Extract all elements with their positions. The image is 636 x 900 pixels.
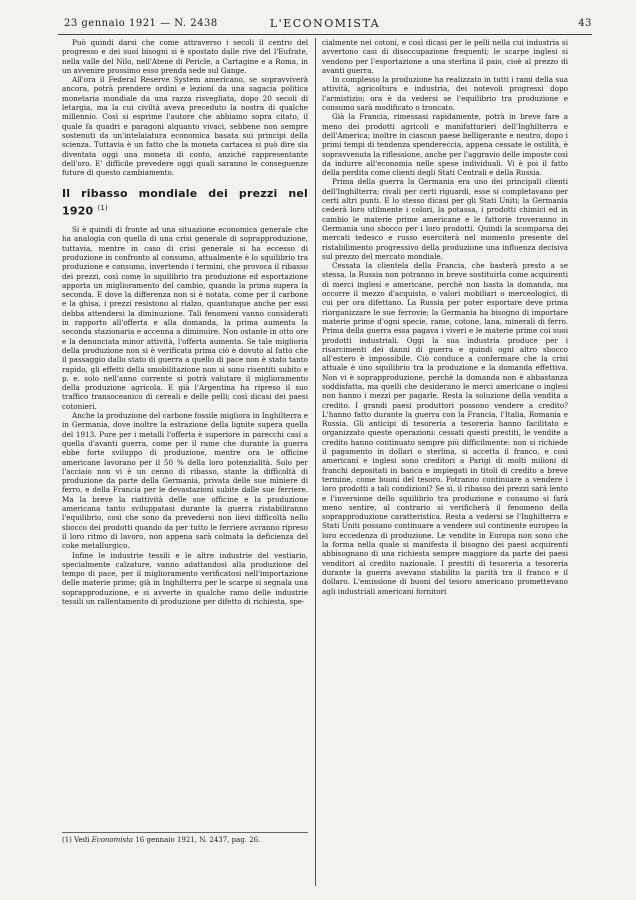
paragraph: Infine le industrie tessili e le altre industrie del vestiario, specialmente calzature, vanno adattandosi alla produzione del tempo di pace, per il miglioramento verificatosi nell'importazione delle materie prime; già in Inghilterra per le scarpe si segnala una soprapproduzione, e si avverte in qualche ramo delle industrie tessili un rallentamento di produzione per difetto di richiesta, spe- <box>62 550 308 606</box>
paragraph: Cessata la clientela della Francia, che basterà presto a se stessa, la Russia non potranno in breve sostituirla come acquirenti di merci inglesi e americane, perchè non basta la domanda, ma occorre il mezzo d'acquisto, o valori mobiliari o merceologici, di cui per ora difettano. La Russia per poter esportare deve prima riorganizzare le sue ferrovie; la Germania ha bisogno di importare materie prime d'ogni specie, rame, cotone, lana, minerali di ferro. Prima della guerra essa pagava i viveri e le materie prime coi suoi prodotti industriali. Oggi la sua industria produce per i risarcimenti dei danni di guerra e quindi ogni altro sbocco all'estero è impossibile. Ciò conduce a confermare che la crisi attuale è uno squilibrio tra la produzione e la domanda effettiva. Non vi è soprapproduzione, perchè la domanda non è abbastanza soddisfatta, ma quelli che desiderano le merci americane o inglesi non hanno i mezzi per pagarle. Resta la soluzione della vendita a credito. I grandi paesi produttori possono vendere a credito? L'hanno fatto durante la guerra con la Francia, l'Italia, Romania e Russia. Gli anticipi di tesoreria a tesoreria hanno facilitato e organizzato queste operazioni: cessati questi prestiti, le vendite a credito hanno continuato sempre più difficilmente: non si richiede il pagamento in dollari o sterlina, si accetta il franco, e così americani e inglesi sono creditori a Parigi di molti milioni di franchi depositati in banca e impiegati in titoli di credito a breve termine, come buoni del tesoro. Potranno continuare a vendere i loro prodotti a tali condizioni? Se sì, il ribasso dei prezzi sarà lento e l'inversione dello squilibrio tra produzione e consumo si farà meno sentire, al contrario si verificherà il fenomeno della soprapproduzione caratteristica. Resta a vedersi se l'Inghilterra e Stati Uniti possano continuare a vendere sul continente europeo la loro eccedenza di produzione. Le vendite in Europa non sono che la forma nella quale si manifesta il bisogno dei paesi acquirenti abbisognano di una richiesta sempre maggiore da parte dei paesi venditori al credito nazionale. I prestiti di tesoreria a tesoreria durante la guerra avevano stabilito la parità tra il franco e il dollaro. L'emissione di buoni del tesoro americano promettevano agli industriali americani fornitori <box>322 261 568 596</box>
running-header <box>58 14 592 35</box>
paragraph: cialmente nei cotoni, e così dicasi per le pelli nella cui industria si avvertono casi di disoccupazione frequenti; le scarpe inglesi si vendono per l'esportazione a una sterlina il paio, cioè al prezzo di avanti guerra. <box>322 38 568 75</box>
paragraph: Può quindi darsi che come attraverso i secoli il centro del progresso e dei suoi bisogni si è spostato dalle rive del l'Eufrate, nella valle del Nilo, nell'Atene di Pericle, a Cartagine e a Roma, in un avvenire prossimo esso prenda sede sul Gange. <box>62 38 308 75</box>
section-title <box>62 187 308 219</box>
footnote-marker: (1) <box>62 836 72 844</box>
footnote-source: Economista <box>91 836 134 844</box>
footnote <box>62 832 308 845</box>
paragraph: All'ora il Federal Reserve System americano, se sopravviverà ancora, potrà prendere ordini e lezioni da una sagacia politica monetaria mondiale da una razza risvegliata, dopo 20 secoli di letargia, ma la cui civiltà aveva preceduto la nostra di qualche millennio. Così si esprime l'autore che abbiamo sopra citato, il quale fa quadri e paragoni alquanto vivaci, sebbene non sempre sostenuti da un'intelaiatura economica basata sui principi della scienza. Tuttavia è un fatto che la moneta cartacea si può dire sia diventata oggi una moneta di conto, anziché rappresentante dell'oro. E' difficile prevedere oggi quali saranno le conseguenze future di questo cambiamento. <box>62 75 308 178</box>
footnote-reference: (1) <box>97 204 108 213</box>
column-divider <box>315 38 316 886</box>
footnote-prefix: Vedi <box>74 836 90 844</box>
paragraph: In complesso la produzione ha realizzato in tutti i rami della sua attività, agricoltura e industria, dei notevoli progressi dopo l'armistizio; ora è da vedersi se l'equilibrio tra produzione e consumo sarà modificato o troncato. <box>322 75 568 113</box>
left-column <box>62 38 308 898</box>
journal-title: L'ECONOMISTA <box>269 17 381 30</box>
paragraph: Già la Francia, rimessasi rapidamente, potrà in breve fare a meno dei prodotti agricoli e manifatturieri dell'Inghilterra e dell'America; inoltre in ciascun paese belligerante e neutro, dopo i primi tempi di tendenza spendereccia, appena cessate le ostilità, è sopravvenuta la riflessione, anche per l'aggravio delle imposte così da indurre all'economia nelle spese individuali. Vi è poi il fatto della perdita come clienti degli Stati Centrali e della Russia. <box>322 112 568 178</box>
paragraph: Anche la produzione del carbone fossile migliora in Inghilterra e in Germania, dove inoltre la estrazione della lignite supera quella del 1913. Pure per i metalli l'offerta è superiore in parecchi casi a quella d'avanti guerra, come per il rame che durante la guerra ebbe forte sviluppo di produzione, mentre ora le officine americane lavorano per il 50 % della loro potenzialità. Solo per l'acciaio non vi è un cenno di ribasso, stante la difficoltà di produzione da parte della Germania, privata delle sue miniere di ferro, e della Francia per le devastazioni subite dalle sue ferriere. Ma la breve la riattività delle sue officine e la produzione americana tanto sviluppatasi durante la guerra ristabiliranno l'equilibrio, così che sono da prevedersi non lievi difficoltà nello sbocco dei prodotti quando da per tutto le ferriere avranno ripreso il loro ritmo di lavoro, non appena sarà colmata la deficienza del coke metallurgico. <box>62 411 308 551</box>
right-column <box>322 38 568 898</box>
section-title-text: Il ribasso mondiale dei prezzi nel 1920 <box>62 187 308 219</box>
footnote-details: 16 gennaio 1921, N. 2437, pag. 26. <box>135 836 261 844</box>
page-number: 43 <box>578 18 592 29</box>
paragraph: Si è quindi di fronte ad una situazione economica generale che ha analogia con quella di una crisi generale di soprapproduzione, tuttavia, mentre in caso di crisi generale si ha eccesso di produzione in confronto al consumo, attualmente è lo squilibrio tra produzione e consumo, invertendo i termini, che provoca il ribasso dei prezzi, così come lo squilibrio tra produzione ed esportazione apporta un miglioramento del cambio, quando la prima supera la seconda. E dove la differenza non si è notata, come per il carbone e la ghisa, i prezzi resistono al rialzo, quantunque anche per essi debba attendersi la diminuzione. Tali fenomeni vanno considerati in rapporto all'offerta e alla domanda, la prima aumenta la seconda stazionaria e accenna a diminuire. Non ostante in otto ore e la denunciata minor attività, l'offerta aumenta. Se tale miglioria della produzione non si è verificata prima ciò è dovuto al fatto che il passaggio dallo stato di guerra a quello di pace non è stato tanto rapido, gli effetti della smobilitazione non si sono risentiti subito e p. e. solo nell'anno corrente si potrà valutare il miglioramento della produzione agricola. E già l'Argentina ha ripreso il suo traffico transoceanico di cereali e delle pelli; così dicasi dei paesi cotonieri. <box>62 225 308 411</box>
paragraph: Prima della guerra la Germania era uno dei principali clienti dell'Inghilterra; rivali per certi riguardi, esse si completavano per certi altri punti. E lo stesso dicasi per gli Stati Uniti; la Germania cederà loro utilmente i colori, la potassa, i prodotti chimici ed in cambio le materie prime americane e le fattorie troveranno in Germania uno sbocco per i loro prodotti. Quindi la scomparsa dei mercati tedesco e russo eserciterà nel momento presente del ristabilimento progressivo della produzione una influenza decisiva sul prezzo del mercato mondiale. <box>322 177 568 261</box>
issue-date: 23 gennaio 1921 — N. 2438 <box>64 18 218 29</box>
